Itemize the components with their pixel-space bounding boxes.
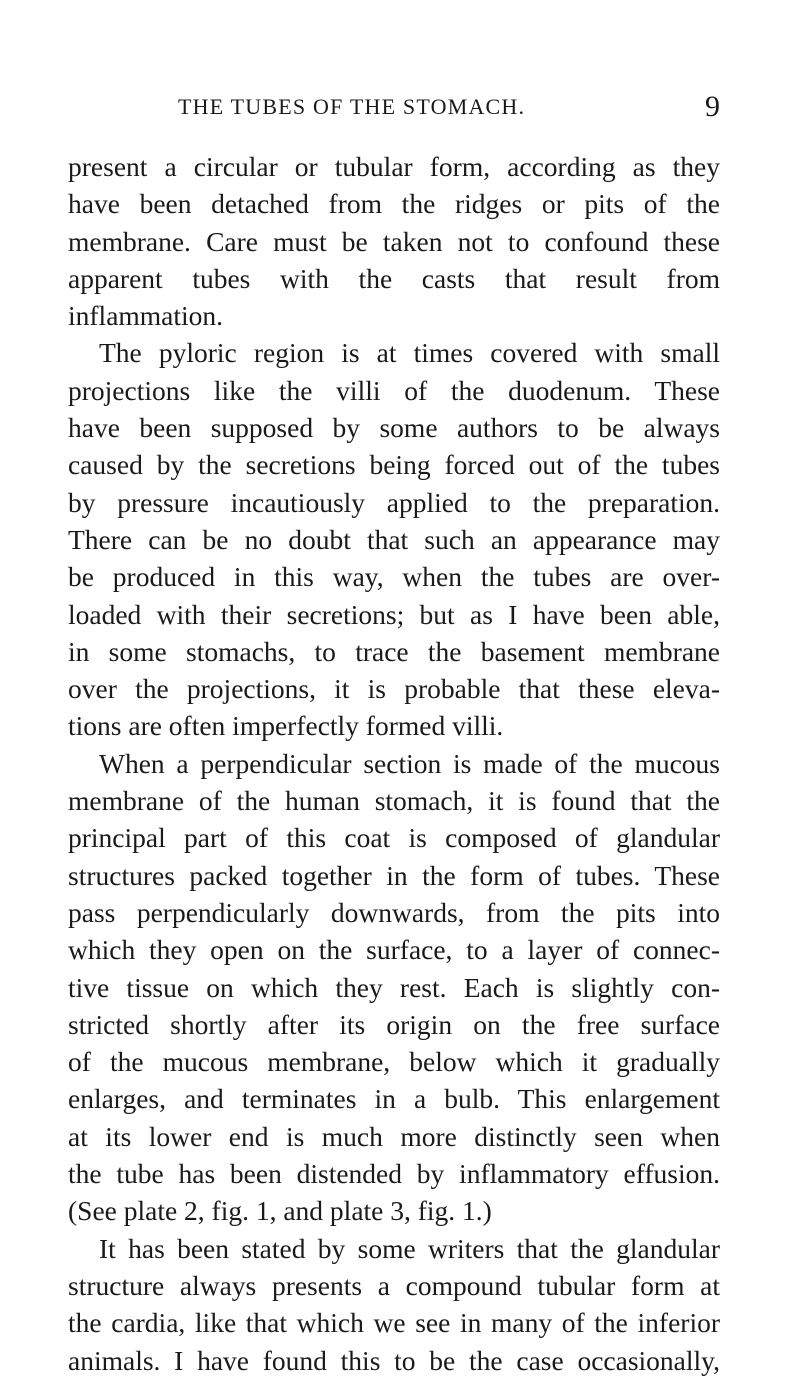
text-line: which they open on the surface, to a layer of connec-: [68, 934, 720, 966]
text-line: caused by the secretions being forced out of the tubes: [68, 449, 720, 481]
body-text: [68, 148, 720, 1379]
page-number: 9: [705, 90, 720, 123]
text-line: tive tissue on which they rest. Each is slightly con-: [68, 971, 720, 1003]
text-line: projections like the villi of the duodenum. These: [68, 374, 720, 406]
text-line: of the mucous membrane, below which it gradually: [68, 1046, 720, 1078]
text-line: over the projections, it is probable that these eleva-: [68, 673, 720, 705]
paragraph-3: [68, 745, 720, 1230]
text-line: present a circular or tubular form, according as they: [68, 151, 720, 182]
text-line: be produced in this way, when the tubes are over-: [68, 561, 720, 593]
text-line: structures packed together in the form of tubes. These: [68, 859, 720, 891]
text-line: pass perpendicularly downwards, from the pits into: [68, 896, 720, 928]
text-line: structure always presents a compound tubular form at: [68, 1269, 720, 1301]
text-line: membrane. Care must be taken not to confound these: [68, 225, 720, 257]
text-line: loaded with their secretions; but as I have been able,: [68, 598, 720, 630]
text-line: at its lower end is much more distinctly seen when: [68, 1120, 720, 1152]
text-line: It has been stated by some writers that the glandular: [99, 1232, 720, 1264]
text-line: by pressure incautiously applied to the preparation.: [68, 486, 720, 518]
paragraph-2: [68, 334, 720, 744]
text-line: the tube has been distended by inflammatory effusion.: [68, 1158, 720, 1190]
text-line: tions are often imperfectly formed villi.: [68, 710, 504, 742]
text-line: stricted shortly after its origin on the free surface: [68, 1008, 720, 1040]
text-line: There can be no doubt that such an appearance may: [68, 523, 720, 555]
text-line: membrane of the human stomach, it is found that the: [68, 785, 720, 817]
running-head: [0, 90, 801, 124]
text-line: The pyloric region is at times covered with small: [99, 337, 720, 369]
text-line: When a perpendicular section is made of the mucous: [99, 747, 720, 779]
text-line: enlarges, and terminates in a bulb. This enlargement: [68, 1083, 720, 1115]
text-line: have been supposed by some authors to be always: [68, 412, 720, 444]
text-line: apparent tubes with the casts that result from: [68, 262, 720, 294]
text-line: inflammation.: [68, 300, 224, 332]
text-line: the cardia, like that which we see in many of the inferior: [68, 1307, 720, 1339]
text-line: principal part of this coat is composed of glandular: [68, 822, 720, 854]
text-line: in some stomachs, to trace the basement membrane: [68, 635, 720, 667]
running-title: THE TUBES OF THE STOMACH.: [178, 94, 526, 119]
paragraph-1: [68, 148, 720, 334]
paragraph-4: [68, 1230, 720, 1379]
text-line: (See plate 2, fig. 1, and plate 3, fig. 1.): [68, 1195, 492, 1227]
text-line: animals. I have found this to be the case occasionally,: [68, 1344, 720, 1376]
text-line: have been detached from the ridges or pits of the: [68, 188, 720, 220]
